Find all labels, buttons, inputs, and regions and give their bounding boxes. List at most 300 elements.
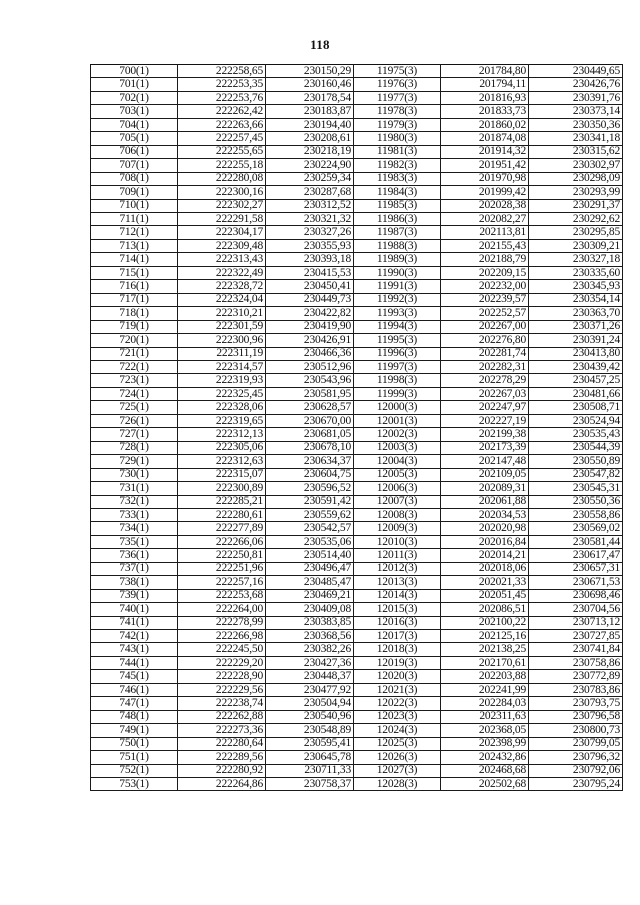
table-row	[91, 293, 623, 306]
cell-x-left: 222253,68	[178, 589, 266, 602]
cell-x-left: 222301,59	[178, 320, 266, 333]
cell-y-left: 230711,33	[266, 764, 354, 777]
cell-x-left: 222291,58	[178, 212, 266, 225]
cell-point-id-left: 733(1)	[91, 508, 178, 521]
cell-y-left: 230393,18	[266, 253, 354, 266]
cell-x-right: 202020,98	[441, 522, 529, 535]
cell-point-id-left: 736(1)	[91, 549, 178, 562]
cell-point-id-left: 751(1)	[91, 751, 178, 764]
cell-point-id-right: 11995(3)	[354, 334, 441, 347]
cell-x-left: 222255,65	[178, 145, 266, 158]
cell-x-right: 202155,43	[441, 239, 529, 252]
cell-y-right: 230302,97	[529, 159, 623, 172]
cell-y-left: 230604,75	[266, 468, 354, 481]
table-row	[91, 414, 623, 427]
table-row	[91, 576, 623, 589]
cell-y-left: 230194,40	[266, 118, 354, 131]
cell-y-left: 230496,47	[266, 562, 354, 575]
cell-point-id-left: 703(1)	[91, 105, 178, 118]
table-row	[91, 280, 623, 293]
cell-point-id-left: 732(1)	[91, 495, 178, 508]
cell-x-right: 202188,79	[441, 253, 529, 266]
cell-x-right: 202018,06	[441, 562, 529, 575]
cell-y-left: 230581,95	[266, 387, 354, 400]
cell-x-right: 202398,99	[441, 737, 529, 750]
cell-x-right: 202173,39	[441, 441, 529, 454]
cell-y-left: 230224,90	[266, 159, 354, 172]
cell-point-id-left: 744(1)	[91, 656, 178, 669]
cell-y-left: 230208,61	[266, 132, 354, 145]
cell-y-right: 230309,21	[529, 239, 623, 252]
cell-point-id-left: 746(1)	[91, 683, 178, 696]
cell-point-id-right: 12001(3)	[354, 414, 441, 427]
table-row	[91, 616, 623, 629]
cell-y-left: 230634,37	[266, 455, 354, 468]
table-row	[91, 65, 623, 78]
cell-point-id-left: 715(1)	[91, 266, 178, 279]
cell-x-left: 222280,08	[178, 172, 266, 185]
cell-y-right: 230799,05	[529, 737, 623, 750]
cell-x-left: 222266,98	[178, 630, 266, 643]
cell-x-right: 202282,31	[441, 360, 529, 373]
cell-x-right: 202100,22	[441, 616, 529, 629]
cell-point-id-right: 12019(3)	[354, 656, 441, 669]
cell-y-right: 230550,36	[529, 495, 623, 508]
cell-x-right: 202502,68	[441, 778, 529, 791]
table-row	[91, 482, 623, 495]
cell-x-right: 202061,88	[441, 495, 529, 508]
cell-point-id-left: 719(1)	[91, 320, 178, 333]
cell-x-right: 202109,05	[441, 468, 529, 481]
cell-point-id-left: 745(1)	[91, 670, 178, 683]
cell-point-id-right: 11997(3)	[354, 360, 441, 373]
cell-y-right: 230727,85	[529, 630, 623, 643]
table-row	[91, 603, 623, 616]
cell-x-right: 202278,29	[441, 374, 529, 387]
cell-y-left: 230355,93	[266, 239, 354, 252]
table-row	[91, 737, 623, 750]
cell-x-right: 202227,19	[441, 414, 529, 427]
cell-x-right: 202082,27	[441, 212, 529, 225]
cell-y-right: 230335,60	[529, 266, 623, 279]
cell-y-right: 230413,80	[529, 347, 623, 360]
cell-y-left: 230415,53	[266, 266, 354, 279]
cell-point-id-right: 12027(3)	[354, 764, 441, 777]
table-row	[91, 683, 623, 696]
cell-y-right: 230292,62	[529, 212, 623, 225]
cell-y-right: 230558,86	[529, 508, 623, 521]
cell-y-left: 230543,96	[266, 374, 354, 387]
cell-x-left: 222250,81	[178, 549, 266, 562]
cell-x-left: 222285,21	[178, 495, 266, 508]
cell-point-id-right: 12023(3)	[354, 710, 441, 723]
cell-x-left: 222264,86	[178, 778, 266, 791]
table-row	[91, 751, 623, 764]
cell-point-id-right: 12015(3)	[354, 603, 441, 616]
cell-x-right: 201874,08	[441, 132, 529, 145]
cell-x-left: 222228,90	[178, 670, 266, 683]
cell-x-left: 222311,19	[178, 347, 266, 360]
cell-y-left: 230591,42	[266, 495, 354, 508]
cell-y-left: 230183,87	[266, 105, 354, 118]
cell-y-right: 230524,94	[529, 414, 623, 427]
cell-y-right: 230671,53	[529, 576, 623, 589]
table-row	[91, 239, 623, 252]
cell-y-left: 230469,21	[266, 589, 354, 602]
cell-x-left: 222325,45	[178, 387, 266, 400]
table-row	[91, 360, 623, 373]
cell-y-right: 230741,84	[529, 643, 623, 656]
table-row	[91, 307, 623, 320]
cell-point-id-right: 12012(3)	[354, 562, 441, 575]
cell-point-id-right: 11977(3)	[354, 91, 441, 104]
cell-y-right: 230291,37	[529, 199, 623, 212]
cell-point-id-left: 731(1)	[91, 482, 178, 495]
cell-point-id-left: 700(1)	[91, 65, 178, 78]
cell-x-right: 201784,80	[441, 65, 529, 78]
table-row	[91, 495, 623, 508]
cell-x-left: 222289,56	[178, 751, 266, 764]
cell-point-id-right: 12013(3)	[354, 576, 441, 589]
cell-y-left: 230758,37	[266, 778, 354, 791]
cell-y-right: 230544,39	[529, 441, 623, 454]
cell-point-id-right: 11983(3)	[354, 172, 441, 185]
cell-point-id-left: 711(1)	[91, 212, 178, 225]
cell-x-right: 202267,03	[441, 387, 529, 400]
table-row	[91, 212, 623, 225]
cell-y-right: 230657,31	[529, 562, 623, 575]
cell-point-id-left: 717(1)	[91, 293, 178, 306]
cell-x-left: 222319,65	[178, 414, 266, 427]
cell-x-left: 222314,57	[178, 360, 266, 373]
cell-point-id-right: 11999(3)	[354, 387, 441, 400]
cell-x-right: 202241,99	[441, 683, 529, 696]
table-row	[91, 697, 623, 710]
cell-x-right: 202276,80	[441, 334, 529, 347]
table-row	[91, 266, 623, 279]
cell-x-left: 222312,63	[178, 455, 266, 468]
cell-y-left: 230596,52	[266, 482, 354, 495]
cell-y-right: 230457,25	[529, 374, 623, 387]
cell-point-id-right: 11990(3)	[354, 266, 441, 279]
cell-y-right: 230550,89	[529, 455, 623, 468]
cell-point-id-left: 724(1)	[91, 387, 178, 400]
cell-x-left: 222280,61	[178, 508, 266, 521]
cell-point-id-left: 747(1)	[91, 697, 178, 710]
cell-y-left: 230645,78	[266, 751, 354, 764]
cell-y-left: 230150,29	[266, 65, 354, 78]
cell-y-left: 230160,46	[266, 78, 354, 91]
cell-x-right: 202209,15	[441, 266, 529, 279]
cell-x-left: 222278,99	[178, 616, 266, 629]
cell-x-right: 201816,93	[441, 91, 529, 104]
table-row	[91, 656, 623, 669]
cell-point-id-left: 735(1)	[91, 535, 178, 548]
cell-x-left: 222229,20	[178, 656, 266, 669]
cell-y-right: 230698,46	[529, 589, 623, 602]
cell-y-right: 230545,31	[529, 482, 623, 495]
table-row	[91, 455, 623, 468]
cell-y-left: 230595,41	[266, 737, 354, 750]
cell-y-right: 230298,09	[529, 172, 623, 185]
cell-point-id-left: 712(1)	[91, 226, 178, 239]
table-row	[91, 91, 623, 104]
cell-y-left: 230449,73	[266, 293, 354, 306]
cell-x-left: 222266,06	[178, 535, 266, 548]
cell-y-right: 230792,06	[529, 764, 623, 777]
table-row	[91, 132, 623, 145]
table-row	[91, 778, 623, 791]
table-row	[91, 630, 623, 643]
cell-point-id-right: 12000(3)	[354, 401, 441, 414]
cell-y-right: 230426,76	[529, 78, 623, 91]
cell-x-right: 202311,63	[441, 710, 529, 723]
cell-point-id-left: 710(1)	[91, 199, 178, 212]
cell-point-id-right: 12022(3)	[354, 697, 441, 710]
cell-x-left: 222277,89	[178, 522, 266, 535]
cell-y-left: 230466,36	[266, 347, 354, 360]
cell-y-left: 230485,47	[266, 576, 354, 589]
cell-point-id-right: 11991(3)	[354, 280, 441, 293]
cell-point-id-left: 714(1)	[91, 253, 178, 266]
cell-y-right: 230508,71	[529, 401, 623, 414]
cell-y-left: 230477,92	[266, 683, 354, 696]
cell-x-left: 222322,49	[178, 266, 266, 279]
table-row	[91, 522, 623, 535]
cell-y-right: 230293,99	[529, 186, 623, 199]
cell-y-right: 230758,86	[529, 656, 623, 669]
cell-point-id-right: 11993(3)	[354, 307, 441, 320]
cell-y-left: 230218,19	[266, 145, 354, 158]
table-row	[91, 334, 623, 347]
cell-y-right: 230800,73	[529, 724, 623, 737]
table-row	[91, 159, 623, 172]
table-row	[91, 145, 623, 158]
cell-x-left: 222305,06	[178, 441, 266, 454]
table-row	[91, 535, 623, 548]
cell-point-id-left: 709(1)	[91, 186, 178, 199]
table-row	[91, 374, 623, 387]
cell-y-right: 230704,56	[529, 603, 623, 616]
cell-y-right: 230796,32	[529, 751, 623, 764]
cell-y-right: 230793,75	[529, 697, 623, 710]
cell-y-right: 230354,14	[529, 293, 623, 306]
cell-point-id-right: 11984(3)	[354, 186, 441, 199]
cell-point-id-left: 702(1)	[91, 91, 178, 104]
table-row	[91, 562, 623, 575]
cell-y-left: 230321,32	[266, 212, 354, 225]
table-row	[91, 186, 623, 199]
cell-y-right: 230547,82	[529, 468, 623, 481]
cell-y-left: 230409,08	[266, 603, 354, 616]
cell-y-left: 230259,34	[266, 172, 354, 185]
cell-point-id-left: 723(1)	[91, 374, 178, 387]
cell-x-left: 222309,48	[178, 239, 266, 252]
cell-point-id-left: 701(1)	[91, 78, 178, 91]
cell-y-left: 230178,54	[266, 91, 354, 104]
cell-y-left: 230419,90	[266, 320, 354, 333]
cell-y-left: 230514,40	[266, 549, 354, 562]
cell-y-left: 230628,57	[266, 401, 354, 414]
cell-point-id-right: 11998(3)	[354, 374, 441, 387]
cell-x-right: 202267,00	[441, 320, 529, 333]
cell-y-right: 230371,26	[529, 320, 623, 333]
cell-x-right: 201951,42	[441, 159, 529, 172]
cell-y-right: 230535,43	[529, 428, 623, 441]
cell-y-right: 230350,36	[529, 118, 623, 131]
table-row	[91, 468, 623, 481]
cell-y-left: 230670,00	[266, 414, 354, 427]
cell-point-id-left: 706(1)	[91, 145, 178, 158]
cell-y-right: 230569,02	[529, 522, 623, 535]
cell-point-id-left: 742(1)	[91, 630, 178, 643]
cell-x-right: 202125,16	[441, 630, 529, 643]
cell-point-id-left: 752(1)	[91, 764, 178, 777]
cell-point-id-left: 704(1)	[91, 118, 178, 131]
cell-point-id-right: 11987(3)	[354, 226, 441, 239]
cell-y-right: 230373,14	[529, 105, 623, 118]
cell-y-right: 230327,18	[529, 253, 623, 266]
table-row	[91, 118, 623, 131]
cell-y-left: 230382,26	[266, 643, 354, 656]
cell-point-id-right: 12003(3)	[354, 441, 441, 454]
table-row	[91, 710, 623, 723]
cell-y-right: 230783,86	[529, 683, 623, 696]
cell-point-id-right: 11985(3)	[354, 199, 441, 212]
cell-point-id-right: 12008(3)	[354, 508, 441, 521]
cell-point-id-left: 718(1)	[91, 307, 178, 320]
table-row	[91, 589, 623, 602]
cell-x-left: 222262,88	[178, 710, 266, 723]
cell-y-left: 230678,10	[266, 441, 354, 454]
cell-point-id-right: 12017(3)	[354, 630, 441, 643]
cell-point-id-left: 707(1)	[91, 159, 178, 172]
cell-y-left: 230548,89	[266, 724, 354, 737]
cell-point-id-right: 11988(3)	[354, 239, 441, 252]
cell-y-right: 230713,12	[529, 616, 623, 629]
table-row	[91, 78, 623, 91]
cell-point-id-left: 705(1)	[91, 132, 178, 145]
cell-y-left: 230535,06	[266, 535, 354, 548]
cell-y-left: 230542,57	[266, 522, 354, 535]
cell-x-left: 222328,72	[178, 280, 266, 293]
cell-point-id-right: 11989(3)	[354, 253, 441, 266]
cell-y-left: 230450,41	[266, 280, 354, 293]
table-row	[91, 172, 623, 185]
cell-x-right: 201833,73	[441, 105, 529, 118]
cell-x-left: 222262,42	[178, 105, 266, 118]
cell-x-left: 222310,21	[178, 307, 266, 320]
cell-x-right: 202252,57	[441, 307, 529, 320]
cell-y-left: 230427,36	[266, 656, 354, 669]
cell-y-left: 230512,96	[266, 360, 354, 373]
cell-x-right: 202028,38	[441, 199, 529, 212]
cell-x-right: 202284,03	[441, 697, 529, 710]
cell-y-left: 230287,68	[266, 186, 354, 199]
cell-x-right: 202016,84	[441, 535, 529, 548]
cell-x-left: 222313,43	[178, 253, 266, 266]
cell-x-left: 222263,66	[178, 118, 266, 131]
cell-y-left: 230559,62	[266, 508, 354, 521]
cell-y-left: 230540,96	[266, 710, 354, 723]
cell-x-left: 222315,07	[178, 468, 266, 481]
cell-point-id-left: 727(1)	[91, 428, 178, 441]
cell-point-id-right: 12006(3)	[354, 482, 441, 495]
cell-x-right: 202021,33	[441, 576, 529, 589]
cell-point-id-right: 11975(3)	[354, 65, 441, 78]
table-row	[91, 401, 623, 414]
cell-x-right: 202239,57	[441, 293, 529, 306]
cell-point-id-right: 12025(3)	[354, 737, 441, 750]
table-row	[91, 441, 623, 454]
cell-y-left: 230383,85	[266, 616, 354, 629]
cell-point-id-right: 12020(3)	[354, 670, 441, 683]
cell-y-right: 230481,66	[529, 387, 623, 400]
cell-x-right: 202089,31	[441, 482, 529, 495]
cell-x-right: 202014,21	[441, 549, 529, 562]
cell-x-right: 202147,48	[441, 455, 529, 468]
cell-point-id-right: 12002(3)	[354, 428, 441, 441]
cell-y-left: 230426,91	[266, 334, 354, 347]
cell-x-left: 222253,35	[178, 78, 266, 91]
cell-x-left: 222312,13	[178, 428, 266, 441]
cell-y-right: 230295,85	[529, 226, 623, 239]
table-row	[91, 508, 623, 521]
table-row	[91, 764, 623, 777]
cell-x-right: 202113,81	[441, 226, 529, 239]
cell-y-right: 230796,58	[529, 710, 623, 723]
cell-y-right: 230345,93	[529, 280, 623, 293]
cell-x-right: 201999,42	[441, 186, 529, 199]
cell-x-left: 222300,16	[178, 186, 266, 199]
cell-y-left: 230368,56	[266, 630, 354, 643]
table-row	[91, 347, 623, 360]
cell-x-left: 222304,17	[178, 226, 266, 239]
cell-point-id-right: 11994(3)	[354, 320, 441, 333]
cell-x-right: 201860,02	[441, 118, 529, 131]
cell-x-right: 202281,74	[441, 347, 529, 360]
cell-y-right: 230439,42	[529, 360, 623, 373]
cell-x-right: 202051,45	[441, 589, 529, 602]
cell-point-id-left: 725(1)	[91, 401, 178, 414]
cell-y-left: 230312,52	[266, 199, 354, 212]
cell-x-left: 222238,74	[178, 697, 266, 710]
cell-x-right: 201970,98	[441, 172, 529, 185]
cell-x-left: 222264,00	[178, 603, 266, 616]
cell-point-id-right: 12007(3)	[354, 495, 441, 508]
cell-point-id-right: 11982(3)	[354, 159, 441, 172]
cell-x-left: 222300,96	[178, 334, 266, 347]
table-row	[91, 724, 623, 737]
cell-point-id-left: 738(1)	[91, 576, 178, 589]
cell-y-right: 230795,24	[529, 778, 623, 791]
cell-point-id-left: 737(1)	[91, 562, 178, 575]
cell-point-id-right: 12028(3)	[354, 778, 441, 791]
cell-point-id-right: 12024(3)	[354, 724, 441, 737]
cell-y-right: 230617,47	[529, 549, 623, 562]
cell-x-right: 202468,68	[441, 764, 529, 777]
cell-x-left: 222257,16	[178, 576, 266, 589]
cell-x-left: 222328,06	[178, 401, 266, 414]
cell-point-id-left: 721(1)	[91, 347, 178, 360]
page-number: 118	[310, 37, 330, 52]
cell-point-id-left: 716(1)	[91, 280, 178, 293]
cell-x-left: 222253,76	[178, 91, 266, 104]
cell-y-left: 230681,05	[266, 428, 354, 441]
cell-point-id-right: 11986(3)	[354, 212, 441, 225]
cell-x-left: 222280,92	[178, 764, 266, 777]
cell-y-right: 230315,62	[529, 145, 623, 158]
